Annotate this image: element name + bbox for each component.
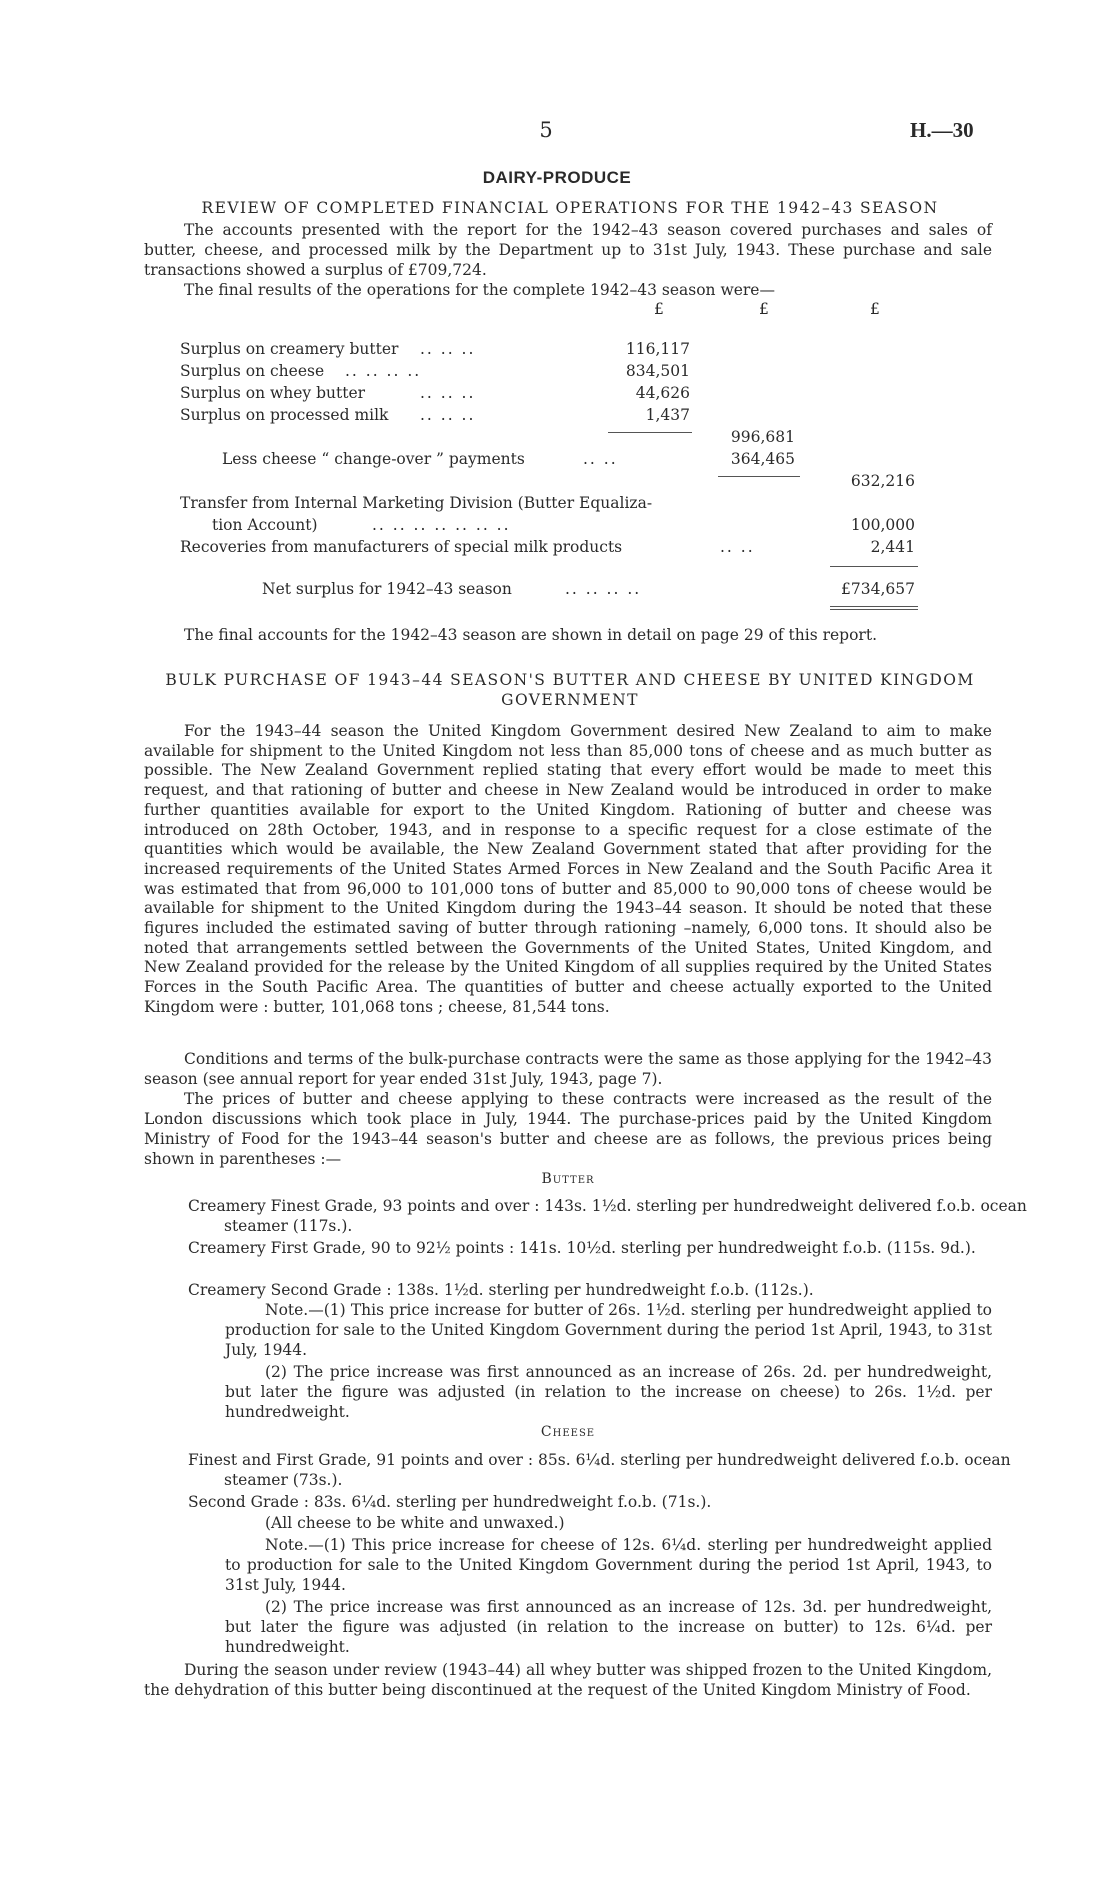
row-value: 44,626 — [635, 384, 690, 402]
net-label: Net surplus for 1942–43 season — [262, 580, 512, 598]
section-heading-bulk-1: BULK PURCHASE OF 1943–44 SEASON'S BUTTER AND CHEESE BY UNITED KINGDOM — [165, 671, 975, 689]
less-rule — [718, 476, 800, 477]
net-surplus-value: £734,657 — [841, 580, 915, 598]
review-paragraph-1: The accounts presented with the report for the 1942–43 season covered purchases and sales of butter, cheese, and processed milk by the Department up to 31st July, 1943. These purchase and sale transactions showed a surplus of £709,724. — [144, 221, 992, 279]
col-header-1: £ — [654, 300, 664, 318]
subtotal-value: 996,681 — [730, 428, 795, 446]
document-reference: H.—30 — [910, 118, 974, 142]
leader-dots: .. .. — [583, 450, 618, 468]
butter-price-item: Creamery Finest Grade, 93 points and over : 143s. 1½d. sterling per hundredweight delivered f.o.b. ocean steamer (117s.). — [188, 1197, 1027, 1235]
row-label: Surplus on whey butter — [180, 384, 366, 402]
leader-dots: .. .. .. .. .. .. .. — [372, 516, 511, 534]
cheese-all-note: (All cheese to be white and unwaxed.) — [265, 1514, 565, 1532]
main-title: DAIRY-PRODUCE — [482, 168, 632, 187]
leader-dots: .. .. .. .. — [345, 362, 422, 380]
bulk-paragraph-4: During the season under review (1943–44) all whey butter was shipped frozen to the United Kingdom, the dehydration of this butter being discontinued at the request of the United Kingdom Ministry of Food. — [144, 1661, 992, 1699]
subtotal-rule — [608, 432, 692, 433]
less-label: Less cheese “ change-over ” payments — [222, 450, 525, 468]
review-paragraph-3: The final accounts for the 1942–43 season are shown in detail on page 29 of this report. — [184, 626, 877, 644]
leader-dots: .. .. .. — [420, 384, 476, 402]
section-heading-bulk-2: GOVERNMENT — [501, 691, 639, 709]
leader-dots: .. .. .. .. — [565, 580, 642, 598]
butter-heading: Butter — [541, 1171, 595, 1187]
net-value-1: 632,216 — [850, 472, 915, 490]
net-rule-bottom-2 — [830, 609, 918, 610]
cheese-price-item: Finest and First Grade, 91 points and over : 85s. 6¼d. sterling per hundredweight delivered f.o.b. ocean steamer (73s.). — [188, 1451, 1011, 1489]
row-value: 116,117 — [625, 340, 690, 358]
row-label: Surplus on creamery butter — [180, 340, 399, 358]
butter-price-item: Creamery First Grade, 90 to 92½ points : 141s. 10½d. sterling per hundredweight f.o.b. (115s. 9d.). — [188, 1239, 976, 1257]
leader-dots: .. .. — [720, 538, 755, 556]
review-paragraph-2: The final results of the operations for the complete 1942–43 season were— — [184, 281, 775, 299]
butter-note-1: Note.—(1) This price increase for butter of 26s. 1½d. sterling per hundredweight applied to production for sale to the United Kingdom Government during the period 1st April, 1943, to 31st July, 1944. — [225, 1301, 992, 1359]
cheese-note-2: (2) The price increase was first announced as an increase of 12s. 3d. per hundredweight, but later the figure was adjusted (in relation to the increase on butter) to 12s. 6¼d. per hundredweight. — [225, 1598, 992, 1656]
leader-dots: .. .. .. — [420, 340, 476, 358]
cheese-price-item: Second Grade : 83s. 6¼d. sterling per hundredweight f.o.b. (71s.). — [188, 1493, 712, 1511]
recoveries-label: Recoveries from manufacturers of special milk products — [180, 538, 623, 556]
row-value: 1,437 — [645, 406, 690, 424]
recoveries-value: 2,441 — [870, 538, 915, 556]
cheese-note-1: Note.—(1) This price increase for cheese of 12s. 6¼d. sterling per hundredweight applied to production for sale to the United Kingdom Government during the period 1st April, 1943, to 31st July, 1944. — [225, 1536, 992, 1594]
leader-dots: .. .. .. — [420, 406, 476, 424]
transfer-label-2: tion Account) — [212, 516, 318, 534]
bulk-paragraph-2: Conditions and terms of the bulk-purchase contracts were the same as those applying for the 1942–43 season (see annual report for year ended 31st July, 1943, page 7). — [144, 1050, 992, 1088]
bulk-paragraph-1: For the 1943–44 season the United Kingdom Government desired New Zealand to aim to make available for shipment to the United Kingdom not less than 85,000 tons of cheese and as much butter as possible. The New Zealand Government replied stating that every effort would be made to meet this request, and that rationing of butter and cheese in New Zealand would be introduced in order to make further quantities available for export to the United Kingdom. Rationing of butter and cheese was introduced on 28th October, 1943, and in response to a specific request for a close estimate of the quantities which would be available, the New Zealand Government stated that after providing for the increased requirements of the United States Armed Forces in New Zealand and the South Pacific Area it was estimated that from 96,000 to 101,000 tons of butter and 85,000 to 90,000 tons of cheese would be available for shipment to the United Kingdom during the 1943–44 season. It should be noted that these figures included the estimated saving of butter through rationing –namely, 6,000 tons. It should also be noted that arrangements settled between the Governments of the United States, United Kingdom, and New Zealand provided for the release by the United Kingdom of all supplies required by the United States Forces in the South Pacific Area. The quantities of butter and cheese actually exported to the United Kingdom were : butter, 101,068 tons ; cheese, 81,544 tons. — [144, 722, 992, 1016]
row-label: Surplus on processed milk — [180, 406, 389, 424]
net-rule-top — [830, 566, 918, 567]
section-heading-review: REVIEW OF COMPLETED FINANCIAL OPERATIONS FOR THE 1942–43 SEASON — [201, 199, 939, 217]
transfer-value: 100,000 — [850, 516, 915, 534]
bulk-paragraph-3: The prices of butter and cheese applying to these contracts were increased as the result of the London discussions which took place in July, 1944. The purchase-prices paid by the United Kingdom Ministry of Food for the 1943–44 season's butter and cheese are as follows, the previous prices being shown in parentheses :— — [144, 1090, 992, 1168]
transfer-label-1: Transfer from Internal Marketing Division (Butter Equaliza- — [180, 494, 653, 512]
butter-price-item: Creamery Second Grade : 138s. 1½d. sterling per hundredweight f.o.b. (112s.). — [188, 1281, 814, 1299]
col-header-2: £ — [759, 300, 769, 318]
row-label: Surplus on cheese — [180, 362, 325, 380]
less-value: 364,465 — [730, 450, 795, 468]
col-header-3: £ — [870, 300, 880, 318]
butter-note-2: (2) The price increase was first announced as an increase of 26s. 2d. per hundredweight, but later the figure was adjusted (in relation to the increase on cheese) to 26s. 1½d. per hundredweight. — [225, 1363, 992, 1421]
net-rule-bottom-1 — [830, 606, 918, 607]
row-value: 834,501 — [625, 362, 690, 380]
page-number: 5 — [539, 118, 553, 142]
cheese-heading: Cheese — [540, 1424, 596, 1440]
